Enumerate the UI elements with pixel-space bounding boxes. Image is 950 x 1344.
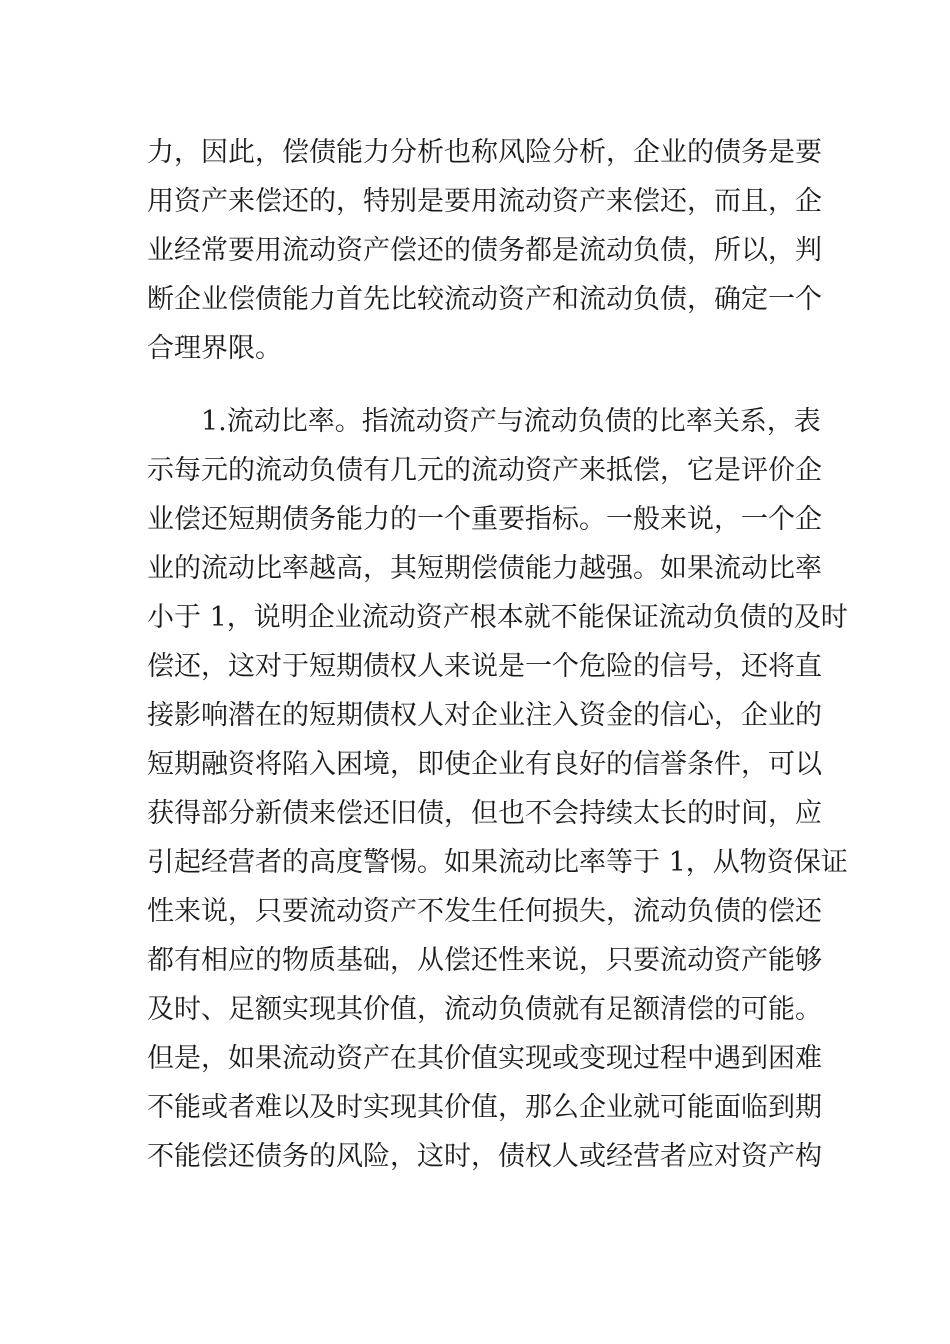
paragraph-2-line-14: 但是，如果流动资产在其价值实现或变现过程中遇到困难	[147, 1043, 822, 1074]
paragraph-2-line-8: 短期融资将陷入困境，即使企业有良好的信誉条件，可以	[147, 749, 822, 780]
paragraph-2-line-4: 业的流动比率越高，其短期偿债能力越强。如果流动比率	[147, 553, 822, 584]
paragraph-2-line-5: 小于 1，说明企业流动资产根本就不能保证流动负债的及时	[147, 602, 848, 633]
paragraph-2-line-1: 1.流动比率。指流动资产与流动负债的比率关系，表	[201, 406, 821, 437]
paragraph-2-line-12: 都有相应的物质基础，从偿还性来说，只要流动资产能够	[147, 945, 822, 976]
paragraph-1-line-5: 合理界限。	[147, 333, 282, 364]
paragraph-2-line-10: 引起经营者的高度警惕。如果流动比率等于 1，从物资保证	[147, 847, 848, 878]
paragraph-1-line-2: 用资产来偿还的，特别是要用流动资产来偿还，而且，企	[147, 186, 822, 217]
paragraph-2-line-2: 示每元的流动负债有几元的流动资产来抵偿，它是评价企	[147, 455, 822, 486]
paragraph-2-line-11: 性来说，只要流动资产不发生任何损失，流动负债的偿还	[147, 896, 822, 927]
paragraph-2-line-13: 及时、足额实现其价值，流动负债就有足额清偿的可能。	[147, 994, 822, 1025]
paragraph-2-line-6: 偿还，这对于短期债权人来说是一个危险的信号，还将直	[147, 651, 822, 682]
paragraph-2-line-3: 业偿还短期债务能力的一个重要指标。一般来说，一个企	[147, 504, 822, 535]
paragraph-2-line-16: 不能偿还债务的风险，这时，债权人或经营者应对资产构	[147, 1141, 822, 1172]
paragraph-2-line-9: 获得部分新债来偿还旧债，但也不会持续太长的时间，应	[147, 798, 822, 829]
paragraph-1-line-1: 力，因此，偿债能力分析也称风险分析，企业的债务是要	[147, 137, 822, 168]
paragraph-2-line-15: 不能或者难以及时实现其价值，那么企业就可能面临到期	[147, 1092, 822, 1123]
paragraph-1-line-4: 断企业偿债能力首先比较流动资产和流动负债，确定一个	[147, 284, 822, 315]
paragraph-2-line-7: 接影响潜在的短期债权人对企业注入资金的信心，企业的	[147, 700, 822, 731]
paragraph-1-line-3: 业经常要用流动资产偿还的债务都是流动负债，所以，判	[147, 235, 822, 266]
